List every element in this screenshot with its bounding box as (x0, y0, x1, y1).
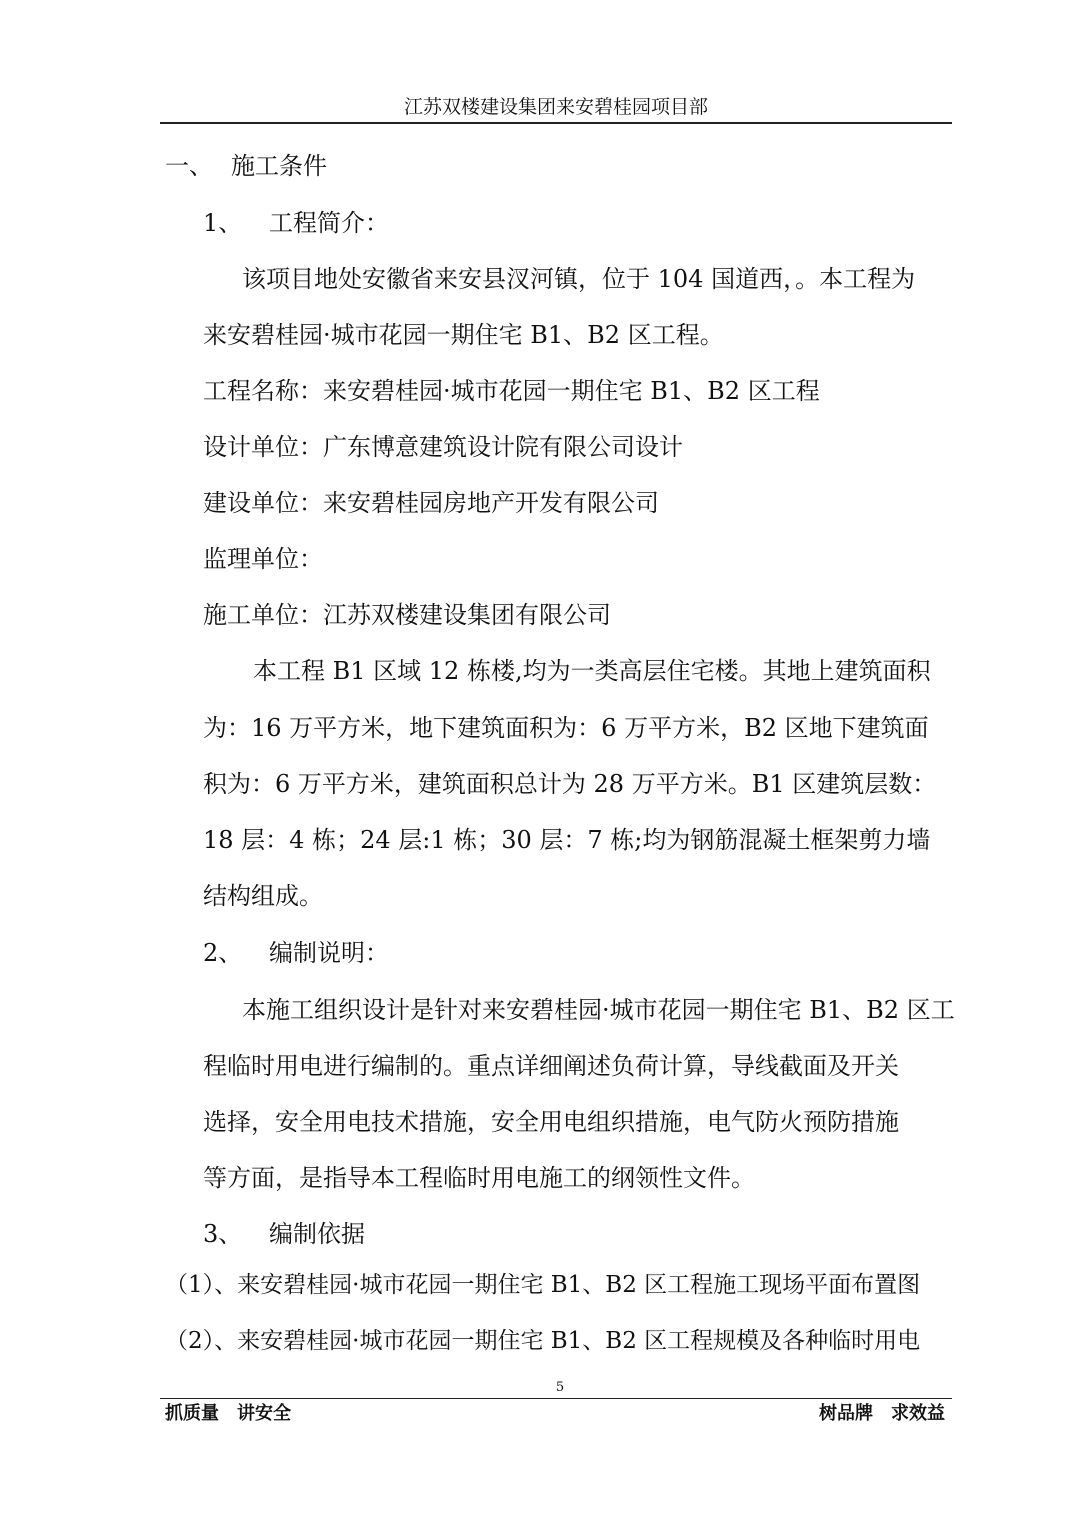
basis-item: （1）、来安碧桂园·城市花园一期住宅 B1、B2 区工程施工现场平面布置图 (165, 1272, 921, 1298)
paragraph-line: 本工程 B1 区域 12 栋楼,均为一类高层住宅楼。其地上建筑面积 (253, 657, 931, 685)
paragraph-line: 18 层：4 栋；24 层:1 栋；30 层：7 栋;均为钢筋混凝土框架剪力墙 (203, 826, 931, 854)
section-number: 一、 (165, 152, 213, 180)
field-value: 江苏双楼建设集团有限公司 (323, 601, 611, 629)
subsection-number: 3、 (203, 1220, 243, 1248)
field-owner-unit (203, 487, 659, 519)
subsection-title: 编制说明： (269, 939, 389, 967)
subsection-number: 1、 (203, 209, 243, 237)
field-label: 监理单位： (203, 545, 323, 573)
field-label: 施工单位： (203, 601, 323, 629)
paragraph-line: 等方面，是指导本工程临时用电施工的纲领性文件。 (203, 1164, 755, 1192)
section-title: 施工条件 (231, 152, 327, 180)
basis-item: （2）、来安碧桂园·城市花园一期住宅 B1、B2 区工程规模及各种临时用电 (165, 1328, 921, 1354)
subsection-title: 工程简介： (269, 209, 389, 237)
paragraph-line: 本施工组织设计是针对来安碧桂园·城市花园一期住宅 B1、B2 区工 (242, 996, 955, 1024)
paragraph-line: 结构组成。 (203, 882, 323, 910)
subsection-number: 2、 (203, 939, 243, 967)
page-number: 5 (555, 1380, 565, 1395)
field-supervision-unit (203, 543, 323, 575)
footer-slogan-left: 抓质量 讲安全 (165, 1403, 291, 1424)
field-label: 建设单位： (203, 489, 323, 517)
subsection-heading-3 (203, 1218, 365, 1250)
paragraph-line: 来安碧桂园·城市花园一期住宅 B1、B2 区工程。 (203, 321, 724, 349)
subsection-heading-2 (203, 937, 389, 969)
paragraph-line: 该项目地处安徽省来安县汊河镇，位于 104 国道西，。本工程为 (242, 265, 916, 293)
field-value: 广东博意建筑设计院有限公司设计 (323, 433, 683, 461)
field-value: 来安碧桂园·城市花园一期住宅 B1、B2 区工程 (323, 377, 820, 405)
section-heading (165, 150, 327, 182)
paragraph-line: 为：16 万平方米，地下建筑面积为：6 万平方米，B2 区地下建筑面 (203, 714, 929, 742)
paragraph-line: 程临时用电进行编制的。重点详细阐述负荷计算，导线截面及开关 (203, 1052, 899, 1080)
field-value: 来安碧桂园房地产开发有限公司 (323, 489, 659, 517)
field-construction-unit (203, 599, 611, 631)
footer-divider (160, 1398, 952, 1399)
footer-slogan-right: 树品牌 求效益 (819, 1403, 945, 1424)
field-design-unit (203, 431, 683, 463)
paragraph-line: 积为：6 万平方米，建筑面积总计为 28 万平方米。B1 区建筑层数： (203, 770, 937, 798)
field-project-name (203, 375, 820, 407)
paragraph-line: 选择，安全用电技术措施，安全用电组织措施，电气防火预防措施 (203, 1108, 899, 1136)
subsection-title: 编制依据 (269, 1220, 365, 1248)
field-label: 设计单位： (203, 433, 323, 461)
field-label: 工程名称： (203, 377, 323, 405)
subsection-heading-1 (203, 207, 389, 239)
header-title: 江苏双楼建设集团来安碧桂园项目部 (403, 96, 708, 118)
